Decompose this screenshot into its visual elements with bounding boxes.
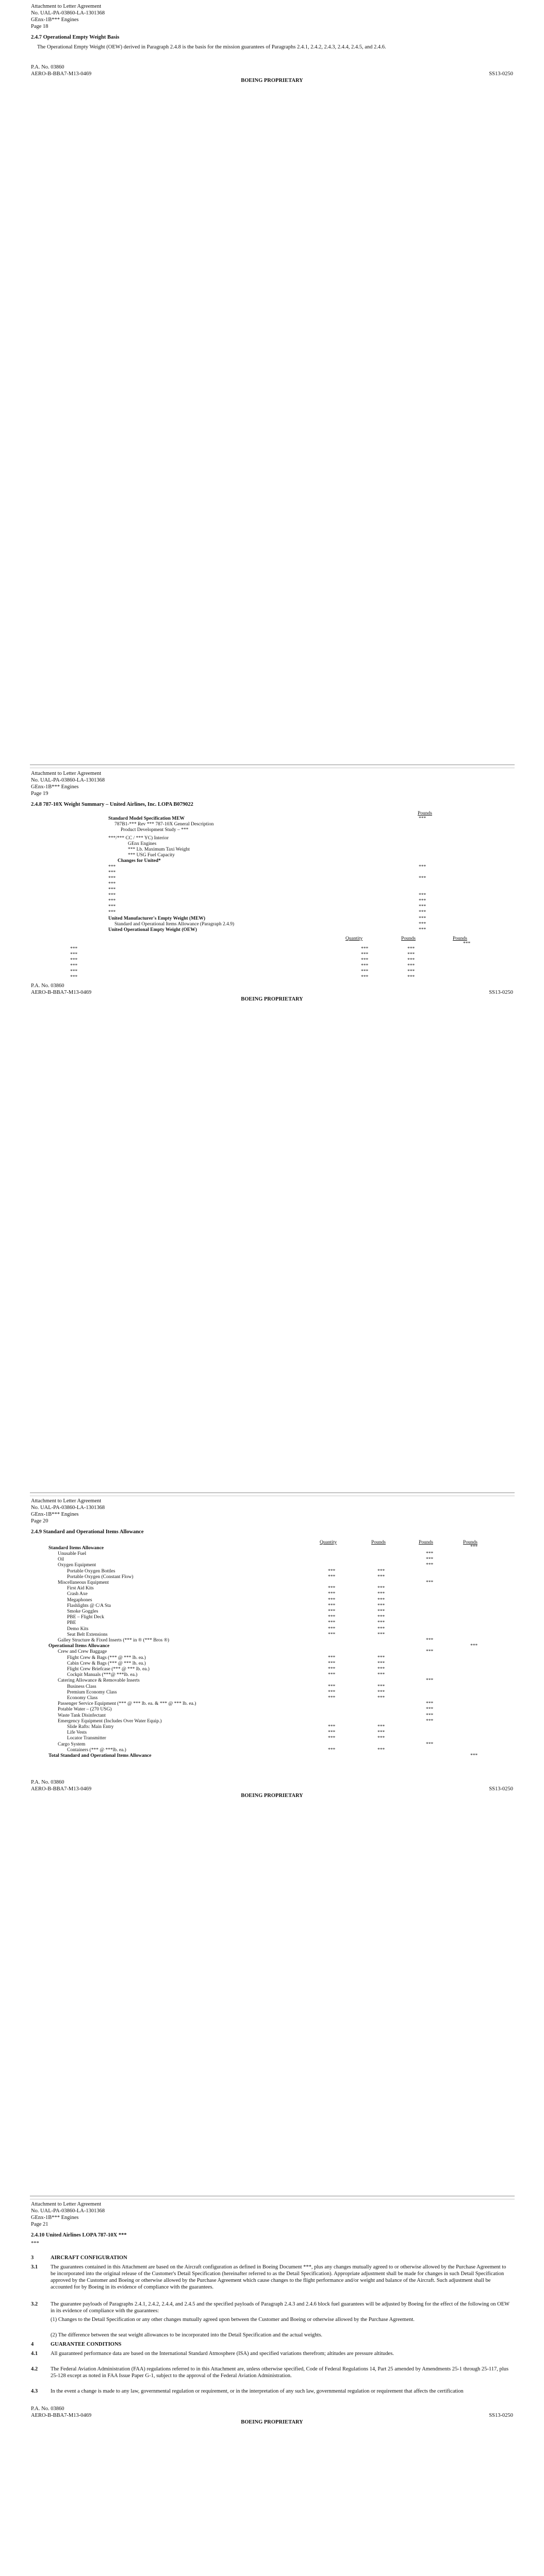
ops-items-title: Operational Items Allowance bbox=[48, 1643, 110, 1649]
table-row-pounds: *** bbox=[407, 946, 415, 952]
footer-doc-number: AERO-B-BBA7-M13-0469 bbox=[31, 71, 92, 77]
table-header-quantity: Quantity bbox=[345, 936, 363, 941]
table-row-qty: *** bbox=[361, 969, 369, 974]
allowance-row-subtotal: *** bbox=[426, 1701, 434, 1707]
paragraph-3-2: The guarantee payloads of Paragraphs 2.4.1, 2.4.2, 2.4.4, and 2.4.5 and the specified payloads of Paragraph 2.4.3 and 2.4.6 block fuel guarantees will be adjusted by Boeing for the effect of the following on OEW in its evidence of compliance with the guarantees: bbox=[51, 2301, 509, 2314]
allowance-row-quantity: *** bbox=[328, 1586, 336, 1591]
std-items-value: *** bbox=[470, 1545, 478, 1550]
table-row-label: *** bbox=[70, 946, 78, 952]
allowance-row-pounds: *** bbox=[377, 1632, 385, 1637]
allowance-row-label: Potable Water – (270 USG) bbox=[58, 1707, 112, 1713]
table-row-label: *** bbox=[70, 975, 78, 980]
footer-ref: SS13-0250 bbox=[489, 1786, 513, 1792]
oew-value: *** bbox=[419, 927, 426, 933]
section-title: 2.4.8 787-10X Weight Summary – United Airlines, Inc. LOPA B079022 bbox=[31, 802, 193, 807]
allowance-row-subtotal: *** bbox=[426, 1580, 434, 1585]
footer-pa-number: P.A. No. 03860 bbox=[31, 2406, 64, 2412]
paragraph-4-1: All guaranteed performance data are based on the International Standard Atmosphere (ISA) and specified variations therefrom; altitudes are pressure altitudes. bbox=[51, 2351, 394, 2357]
spec-line-1: 787B1-*** Rev *** 787-10X General Description bbox=[114, 822, 214, 827]
table-row-qty: *** bbox=[361, 946, 369, 952]
paragraph-4-2: The Federal Aviation Administration (FAA) regulations referred to in this Attachment are, unless otherwise specified, Code of Federal Regulations 14, Part 25 amended by Amendments 25-1 through 25-117, plus 25-128 except as noted in FAA Issue Paper G-1, subject to the approval of the Federal Aviation Administration. bbox=[51, 2366, 509, 2379]
allowance-row-quantity: *** bbox=[328, 1689, 336, 1695]
table-row-label: *** bbox=[70, 963, 78, 969]
section-title: 2.4.10 United Airlines LOPA 787-10X *** bbox=[31, 2232, 127, 2238]
allowance-row-label: Life Vests bbox=[67, 1730, 87, 1736]
allowance-row-quantity: *** bbox=[328, 1667, 336, 1672]
allowance-row-quantity: *** bbox=[328, 1626, 336, 1632]
allowance-row-label: Slide Rafts: Main Entry bbox=[67, 1724, 114, 1730]
allowance-row-subtotal: *** bbox=[426, 1649, 434, 1655]
allowance-row-label: PBE bbox=[67, 1620, 76, 1626]
allowance-row-pounds: *** bbox=[377, 1655, 385, 1660]
oew-label: United Operational Empty Weight (OEW) bbox=[108, 927, 197, 933]
allowance-row-quantity: *** bbox=[328, 1597, 336, 1603]
allowance-row-label: Flight Crew & Bags (*** @ *** lb. ea.) bbox=[67, 1655, 146, 1660]
redacted-content: *** bbox=[31, 2241, 39, 2246]
allowance-row-label: Premium Economy Class bbox=[67, 1689, 117, 1695]
table-row-label: *** bbox=[70, 958, 78, 963]
allowance-row-label: Flight Crew Briefcase (*** @ *** lb. ea.) bbox=[67, 1667, 150, 1672]
column-header-quantity: Quantity bbox=[320, 1540, 337, 1545]
column-header-pounds-3: Pounds bbox=[463, 1540, 477, 1545]
allowance-row-quantity: *** bbox=[328, 1696, 336, 1701]
allowance-row-label: Flashlights @ C/A Sta bbox=[67, 1603, 111, 1608]
allowance-row-pounds: *** bbox=[377, 1626, 385, 1632]
allowance-row-subtotal: *** bbox=[426, 1638, 434, 1643]
paragraph-3-1: The guarantees contained in this Attachment are based on the Aircraft configuration as defined in Boeing Document ***, plus any changes mutually agreed to or otherwise allowed by the Purchase Agreement to be incorporated into the original release of the Customer's Detail Specification (hereinafter referred to as the Detail Specification). Appropriate adjustment shall be made for changes in such Detail Specification approved by the Customer and Boeing or otherwise allowed by the Purchase Agreement which cause changes to the flight performance and/or weight and balance of the Aircraft. Such adjustment shall be accounted for by Boeing in its evidence of compliance with the guarantees. bbox=[51, 2264, 506, 2290]
paragraph-4-3-number: 4.3 bbox=[31, 2388, 38, 2394]
change-row-label: *** bbox=[108, 899, 116, 904]
allowance-row-label: Waste Tank Disinfectant bbox=[58, 1713, 106, 1718]
paragraph-4-3: In the event a change is made to any law, governmental regulation or requirement, or in the interpretation of any such law, governmental regulation or requirement that affects the certification bbox=[51, 2388, 464, 2394]
footer-ref: SS13-0250 bbox=[489, 2413, 513, 2418]
allowance-row-label: PBE – Flight Deck bbox=[67, 1615, 105, 1620]
header-line-3: GEnx-1B*** Engines bbox=[31, 2215, 79, 2221]
allowance-row-label: First Aid Kits bbox=[67, 1586, 94, 1591]
allowance-row-quantity: *** bbox=[328, 1591, 336, 1597]
table-row-qty: *** bbox=[361, 963, 369, 969]
allowance-row-subtotal: *** bbox=[426, 1563, 434, 1568]
allowance-row-label: Crew and Crew Baggage bbox=[58, 1649, 107, 1655]
allowance-row-quantity: *** bbox=[328, 1568, 336, 1574]
table-row-qty: *** bbox=[361, 958, 369, 963]
allowance-row-label: Seat Belt Extensions bbox=[67, 1632, 108, 1637]
allowance-row-label: Economy Class bbox=[67, 1696, 98, 1701]
config-line-1: ***/*** CC / *** YC) Interior bbox=[108, 836, 169, 841]
allowance-row-pounds: *** bbox=[377, 1730, 385, 1736]
table-row-pounds: *** bbox=[407, 969, 415, 974]
allowance-row-label: Galley Structure & Fixed Inserts (*** in ® (*** Bros ®) bbox=[58, 1638, 170, 1643]
change-row-label: *** bbox=[108, 876, 116, 881]
paragraph: The Operational Empty Weight (OEW) derived in Paragraph 2.4.8 is the basis for the mission guarantees of Paragraphs 2.4.1, 2.4.2, 2.4.3, 2.4.4, 2.4.5, and 2.4.6. bbox=[37, 44, 386, 50]
header-line-2: No. UAL-PA-03860-LA-1301368 bbox=[31, 777, 105, 783]
change-row-value: *** bbox=[419, 865, 426, 870]
allowance-row-subtotal: *** bbox=[426, 1713, 434, 1718]
allowance-row-label: Portable Oxygen (Constant Flow) bbox=[67, 1574, 134, 1580]
allowance-row-pounds: *** bbox=[377, 1667, 385, 1672]
header-line-4: Page 19 bbox=[31, 791, 48, 796]
change-row-value: *** bbox=[419, 876, 426, 881]
change-row-label: *** bbox=[108, 910, 116, 915]
allowance-row-subtotal: *** bbox=[426, 1551, 434, 1556]
allowance-row-pounds: *** bbox=[377, 1603, 385, 1608]
table-row-pounds: *** bbox=[407, 952, 415, 957]
allowance-row-label: Passenger Service Equipment (*** @ *** lb. ea. & *** @ *** lb. ea.) bbox=[58, 1701, 196, 1707]
allowance-row-label: Business Class bbox=[67, 1684, 96, 1689]
paragraph-4-2-number: 4.2 bbox=[31, 2366, 38, 2372]
change-row-value: *** bbox=[419, 904, 426, 909]
paragraph-3-2-item-1: (1) Changes to the Detail Specification or any other changes mutually agreed upon between the Customer and Boeing or otherwise allowed by the Purchase Agreement. bbox=[51, 2317, 415, 2323]
change-row-label: *** bbox=[108, 904, 116, 909]
total-allowance-label: Total Standard and Operational Items Allowance bbox=[48, 1753, 152, 1758]
change-row-label: *** bbox=[108, 870, 116, 875]
total-allowance-value: *** bbox=[470, 1753, 478, 1758]
allowance-row-label: Oxygen Equipment bbox=[58, 1563, 96, 1568]
allowance-row-quantity: *** bbox=[328, 1609, 336, 1614]
change-row-label: *** bbox=[108, 865, 116, 870]
allowance-row-label: Crash Axe bbox=[67, 1591, 88, 1597]
allowance-row-label: Cockpit Manuals (***@ ***lb. ea.) bbox=[67, 1672, 138, 1678]
allowance-row-label: Cargo System bbox=[58, 1741, 86, 1747]
allowance-row-pounds: *** bbox=[377, 1586, 385, 1591]
allowance-row-quantity: *** bbox=[328, 1615, 336, 1620]
allowance-row-subtotal: *** bbox=[426, 1741, 434, 1747]
proprietary-label: BOEING PROPRIETARY bbox=[241, 1793, 303, 1799]
change-row-value: *** bbox=[419, 910, 426, 915]
section-title: 2.4.9 Standard and Operational Items Allowance bbox=[31, 1529, 144, 1535]
allowance-row-pounds: *** bbox=[377, 1736, 385, 1741]
allowance-row-subtotal: *** bbox=[426, 1678, 434, 1684]
allowance-row-quantity: *** bbox=[328, 1747, 336, 1753]
change-row-value: *** bbox=[419, 899, 426, 904]
allowance-row-pounds: *** bbox=[377, 1684, 385, 1689]
table-row-total: *** bbox=[463, 941, 471, 946]
allowance-row-quantity: *** bbox=[328, 1724, 336, 1730]
header-line-4: Page 20 bbox=[31, 1518, 48, 1524]
paragraph-3-1-number: 3.1 bbox=[31, 2264, 38, 2270]
allowance-row-label: Miscellaneous Equipment bbox=[58, 1580, 109, 1585]
header-line-3: GEnx-1B*** Engines bbox=[31, 1512, 79, 1517]
allowance-row-pounds: *** bbox=[377, 1672, 385, 1678]
allowance-row-quantity: *** bbox=[328, 1632, 336, 1637]
allowance-row-pounds: *** bbox=[377, 1597, 385, 1603]
change-row-label: *** bbox=[108, 893, 116, 898]
allowance-row-quantity: *** bbox=[328, 1574, 336, 1580]
table-row-pounds: *** bbox=[407, 958, 415, 963]
header-line-4: Page 18 bbox=[31, 24, 48, 29]
allowance-row-label: Containers (*** @ ***lb. ea.) bbox=[67, 1747, 126, 1753]
soi-label: Standard and Operational Items Allowance (Paragraph 2.4.9) bbox=[114, 922, 235, 927]
allowance-row-quantity: *** bbox=[328, 1730, 336, 1736]
proprietary-label: BOEING PROPRIETARY bbox=[241, 996, 303, 1002]
footer-ref: SS13-0250 bbox=[489, 71, 513, 77]
header-line-2: No. UAL-PA-03860-LA-1301368 bbox=[31, 2208, 105, 2214]
allowance-row-pounds: *** bbox=[377, 1724, 385, 1730]
table-header-pounds-total: Pounds bbox=[453, 936, 467, 941]
table-row-pounds: *** bbox=[407, 975, 415, 980]
allowance-row-pounds: *** bbox=[377, 1620, 385, 1626]
std-items-title: Standard Items Allowance bbox=[48, 1546, 104, 1551]
section-3-number: 3 bbox=[31, 2255, 34, 2261]
paragraph-4-1-number: 4.1 bbox=[31, 2351, 38, 2357]
table-row-qty: *** bbox=[361, 975, 369, 980]
column-header-pounds-1: Pounds bbox=[371, 1540, 386, 1545]
allowance-row-pounds: *** bbox=[377, 1609, 385, 1614]
allowance-row-pounds: *** bbox=[377, 1696, 385, 1701]
allowance-row-pounds: *** bbox=[377, 1574, 385, 1580]
allowance-row-label: Locator Transmitter bbox=[67, 1736, 106, 1741]
allowance-row-pounds: *** bbox=[377, 1747, 385, 1753]
allowance-row-pounds: *** bbox=[377, 1615, 385, 1620]
header-line-1: Attachment to Letter Agreement bbox=[31, 771, 102, 776]
allowance-row-quantity: *** bbox=[328, 1620, 336, 1626]
footer-pa-number: P.A. No. 03860 bbox=[31, 1780, 64, 1785]
column-header-pounds-2: Pounds bbox=[419, 1540, 433, 1545]
change-row-label: *** bbox=[108, 882, 116, 887]
allowance-row-pounds: *** bbox=[377, 1660, 385, 1666]
allowance-row-label: Portable Oxygen Bottles bbox=[67, 1568, 116, 1574]
allowance-row-label: Smoke Goggles bbox=[67, 1609, 98, 1614]
header-line-3: GEnx-1B*** Engines bbox=[31, 784, 79, 790]
allowance-row-quantity: *** bbox=[328, 1603, 336, 1608]
std-model-spec-label: Standard Model Specification MEW bbox=[108, 816, 185, 821]
config-line-3: *** Lb. Maximum Taxi Weight bbox=[128, 847, 190, 852]
allowance-row-quantity: *** bbox=[328, 1684, 336, 1689]
header-line-1: Attachment to Letter Agreement bbox=[31, 2201, 102, 2207]
table-row-label: *** bbox=[70, 969, 78, 974]
section-title: 2.4.7 Operational Empty Weight Basis bbox=[31, 35, 120, 40]
allowance-row-subtotal: *** bbox=[426, 1718, 434, 1724]
changes-title: Changes for United* bbox=[118, 858, 161, 863]
header-line-1: Attachment to Letter Agreement bbox=[31, 4, 102, 9]
paragraph-3-2-number: 3.2 bbox=[31, 2301, 38, 2307]
proprietary-label: BOEING PROPRIETARY bbox=[241, 2419, 303, 2425]
allowance-row-quantity: *** bbox=[328, 1736, 336, 1741]
footer-doc-number: AERO-B-BBA7-M13-0469 bbox=[31, 1786, 92, 1792]
allowance-row-label: Demo Kits bbox=[67, 1626, 89, 1632]
allowance-row-quantity: *** bbox=[328, 1672, 336, 1678]
config-line-4: *** USG Fuel Capacity bbox=[128, 853, 175, 858]
footer-pa-number: P.A. No. 03860 bbox=[31, 983, 64, 989]
table-header-pounds: Pounds bbox=[401, 936, 416, 941]
allowance-row-quantity: *** bbox=[328, 1655, 336, 1660]
allowance-row-subtotal: *** bbox=[426, 1557, 434, 1563]
allowance-row-quantity: *** bbox=[328, 1660, 336, 1666]
soi-value: *** bbox=[419, 922, 426, 927]
allowance-row-label: Unusable Fuel bbox=[58, 1551, 87, 1556]
footer-ref: SS13-0250 bbox=[489, 990, 513, 995]
change-row-label: *** bbox=[108, 887, 116, 892]
ops-items-value: *** bbox=[470, 1643, 478, 1649]
footer-doc-number: AERO-B-BBA7-M13-0469 bbox=[31, 2413, 92, 2418]
section-4-title: GUARANTEE CONDITIONS bbox=[51, 2342, 122, 2347]
allowance-row-pounds: *** bbox=[377, 1689, 385, 1695]
header-line-2: No. UAL-PA-03860-LA-1301368 bbox=[31, 10, 105, 16]
header-line-4: Page 21 bbox=[31, 2222, 48, 2227]
spec-line-2: Product Development Study – *** bbox=[121, 827, 189, 833]
allowance-row-subtotal: *** bbox=[426, 1707, 434, 1713]
table-row-pounds: *** bbox=[407, 963, 415, 969]
header-line-2: No. UAL-PA-03860-LA-1301368 bbox=[31, 1505, 105, 1511]
footer-pa-number: P.A. No. 03860 bbox=[31, 64, 64, 70]
change-row-value: *** bbox=[419, 893, 426, 898]
header-line-3: GEnx-1B*** Engines bbox=[31, 17, 79, 23]
table-row-qty: *** bbox=[361, 952, 369, 957]
allowance-row-label: Catering Allowance & Removable Inserts bbox=[58, 1678, 140, 1684]
mew-label: United Manufacturer's Empty Weight (MEW) bbox=[108, 916, 206, 921]
allowance-row-pounds: *** bbox=[377, 1568, 385, 1574]
section-3-title: AIRCRAFT CONFIGURATION bbox=[51, 2255, 127, 2261]
header-line-1: Attachment to Letter Agreement bbox=[31, 1498, 102, 1504]
allowance-row-label: Cabin Crew & Bags (*** @ *** lb. ea.) bbox=[67, 1660, 146, 1666]
table-row-label: *** bbox=[70, 952, 78, 957]
allowance-row-pounds: *** bbox=[377, 1591, 385, 1597]
mew-value: *** bbox=[419, 916, 426, 921]
config-line-2: GEnx Engines bbox=[128, 841, 157, 846]
paragraph-3-2-item-2: (2) The difference between the seat weight allowances to be incorporated into the Detail Specification and the actual weights. bbox=[51, 2332, 323, 2338]
footer-doc-number: AERO-B-BBA7-M13-0469 bbox=[31, 990, 92, 995]
section-4-number: 4 bbox=[31, 2342, 34, 2347]
allowance-row-label: Emergency Equipment (Includes Over Water Equip.) bbox=[58, 1718, 162, 1724]
allowance-row-label: Megaphones bbox=[67, 1597, 92, 1603]
allowance-row-label: Oil bbox=[58, 1557, 64, 1563]
column-header-pounds: Pounds bbox=[418, 811, 432, 816]
proprietary-label: BOEING PROPRIETARY bbox=[241, 78, 303, 83]
std-model-spec-value: *** bbox=[419, 816, 426, 821]
